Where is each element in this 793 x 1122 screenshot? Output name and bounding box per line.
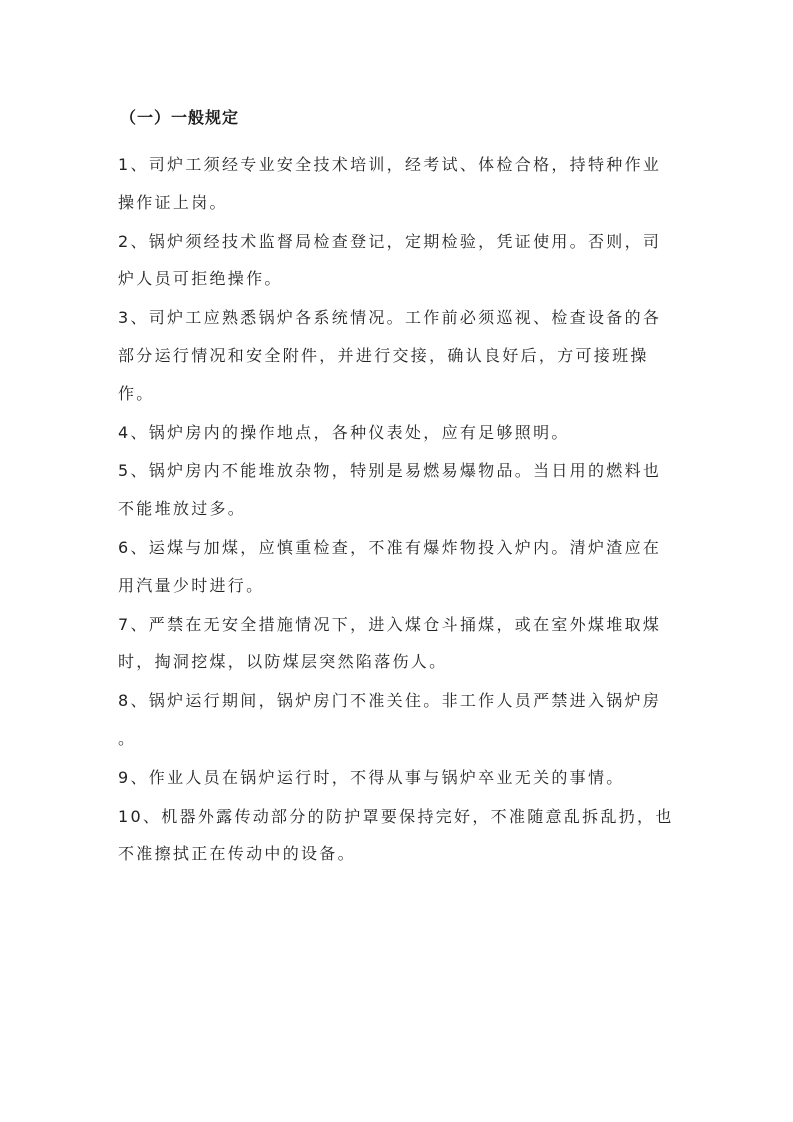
rule-item-3: 3、司炉工应熟悉锅炉各系统情况。工作前必须巡视、检查设备的各部分运行情况和安全附件，并进行交接，确认良好后，方可接班操作。 (118, 308, 662, 403)
rule-item-7: 7、严禁在无安全措施情况下，进入煤仓斗捅煤，或在室外煤堆取煤时，掏洞挖煤，以防煤层突然陷落伤人。 (118, 614, 662, 672)
rule-item-5: 5、锅炉房内不能堆放杂物，特别是易燃易爆物品。当日用的燃料也不能堆放过多。 (118, 461, 662, 519)
rule-item-9: 9、作业人员在锅炉运行时，不得从事与锅炉卒业无关的事情。 (118, 767, 625, 787)
rule-item-10: 10、机器外露传动部分的防护罩要保持完好，不准随意乱拆乱扔，也不准擦拭正在传动中的设备。 (118, 806, 674, 864)
rule-item-8: 8、锅炉运行期间，锅炉房门不准关住。非工作人员严禁进入锅炉房 。 (118, 691, 662, 748)
rule-item-1: 1、司炉工须经专业安全技术培训，经考试、体检合格，持特种作业操作证上岗。 (118, 155, 662, 212)
document-body (118, 104, 678, 873)
rule-item-2: 2、锅炉须经技术监督局检查登记，定期检验，凭证使用。否则，司炉人员可拒绝操作。 (118, 231, 662, 289)
section-heading: （一）一般规定 (120, 108, 240, 127)
rule-item-6: 6、运煤与加煤，应慎重检查，不准有爆炸物投入炉内。清炉渣应在用汽量少时进行。 (118, 537, 662, 595)
rule-item-4: 4、锅炉房内的操作地点，各种仪表处，应有足够照明。 (118, 422, 570, 442)
